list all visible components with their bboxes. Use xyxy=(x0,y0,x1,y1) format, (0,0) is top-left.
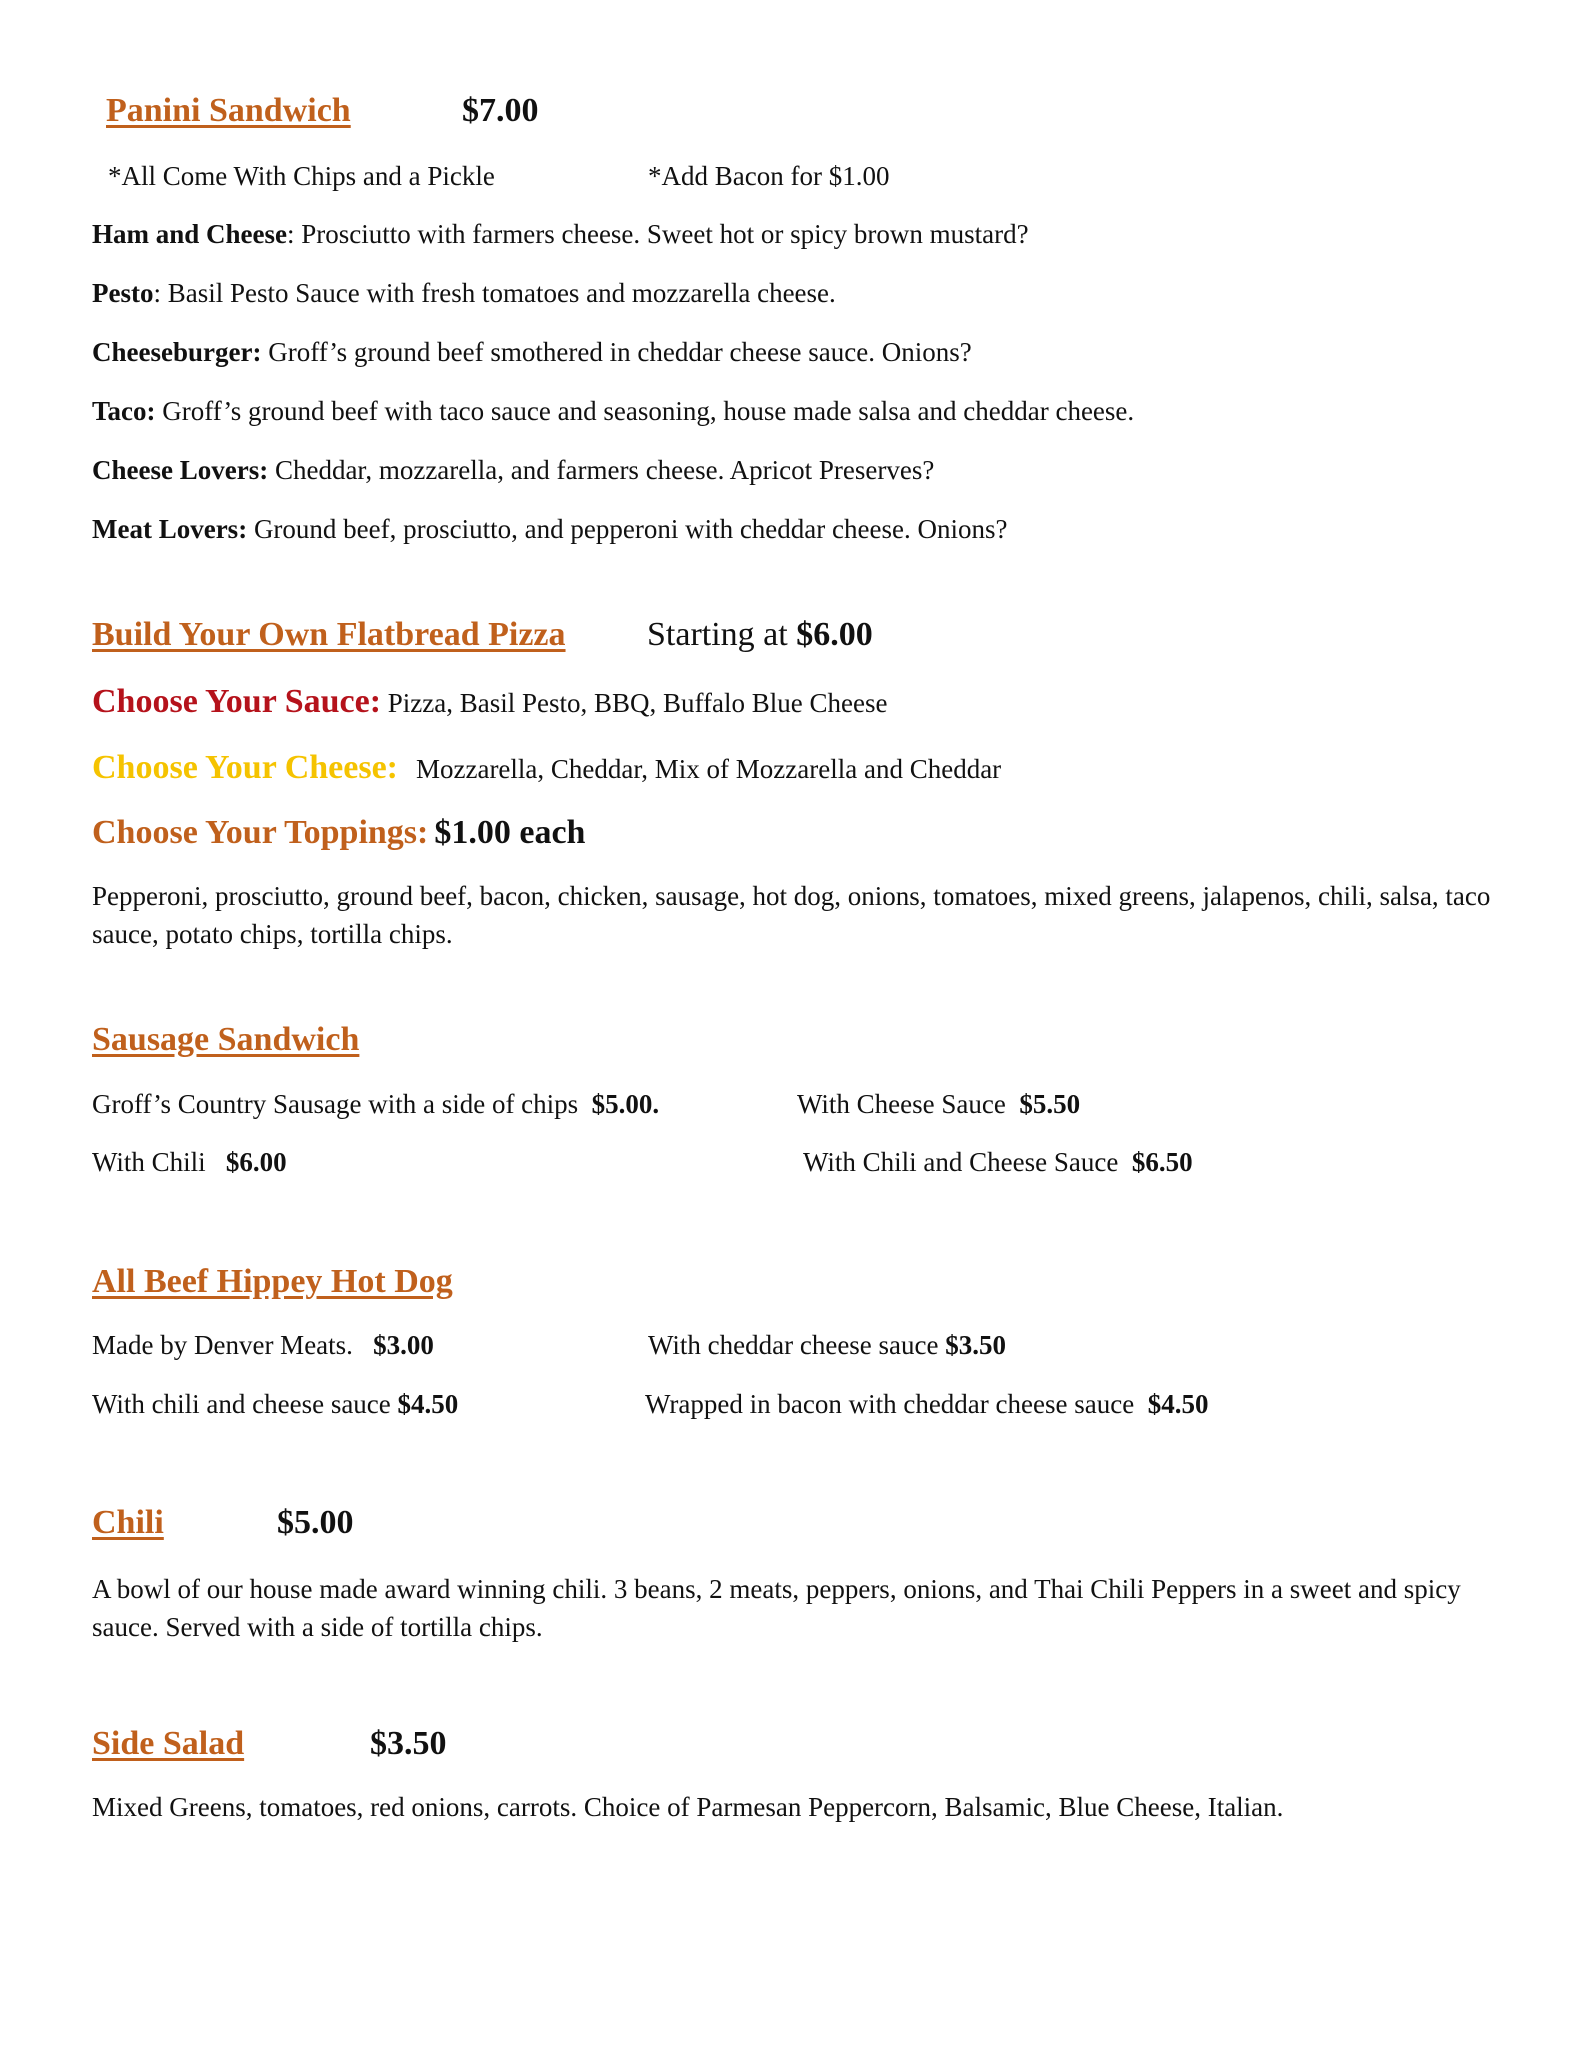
hotdog-base-price: $3.00 xyxy=(373,1330,434,1360)
cheese-options: Mozzarella, Cheddar, Mix of Mozzarella and Cheddar xyxy=(415,754,1002,784)
panini-title: Panini Sandwich xyxy=(106,92,351,129)
item-desc: Groff’s ground beef smothered in cheddar cheese sauce. Onions? xyxy=(261,337,972,367)
hotdog-cheese-price: $3.50 xyxy=(945,1330,1007,1360)
cheese-label: Choose Your Cheese: xyxy=(92,749,398,786)
salad-price: $3.50 xyxy=(370,1725,447,1762)
hotdog-bacon-text: Wrapped in bacon with cheddar cheese sauce xyxy=(645,1389,1135,1419)
hotdog-bacon xyxy=(645,1387,1208,1421)
hotdog-bacon-price: $4.50 xyxy=(1147,1389,1209,1419)
sausage-cheese-text: With Cheese Sauce xyxy=(797,1089,1006,1119)
sausage-chili-cheese xyxy=(803,1145,1193,1179)
item-desc: Cheddar, mozzarella, and farmers cheese. Apricot Preserves? xyxy=(268,455,935,485)
panini-item xyxy=(92,512,1007,546)
toppings-price: $1.00 each xyxy=(434,814,586,851)
sausage-chili-text: With Chili xyxy=(92,1147,206,1177)
sausage-chili xyxy=(92,1145,287,1179)
item-name: Cheeseburger: xyxy=(92,337,262,367)
sausage-chili-cheese-price: $6.50 xyxy=(1131,1147,1193,1177)
flatbread-price-value: $6.00 xyxy=(796,616,873,653)
hotdog-chili-cheese xyxy=(92,1387,458,1421)
panini-item xyxy=(92,453,934,487)
sauce-row xyxy=(92,682,887,723)
panini-chips-note: *All Come With Chips and a Pickle xyxy=(108,161,495,191)
cheese-row xyxy=(92,748,1001,789)
chili-title: Chili xyxy=(92,1504,164,1541)
panini-item xyxy=(92,217,1029,251)
panini-price: $7.00 xyxy=(462,92,539,129)
salad-title: Side Salad xyxy=(92,1725,245,1762)
sausage-cheese-price: $5.50 xyxy=(1019,1089,1081,1119)
item-desc: Prosciutto with farmers cheese. Sweet hot or spicy brown mustard? xyxy=(294,219,1029,249)
item-name: Ham and Cheese xyxy=(92,219,287,249)
sausage-title: Sausage Sandwich xyxy=(92,1021,360,1058)
sausage-chili-price: $6.00 xyxy=(225,1147,287,1177)
item-desc: Groff’s ground beef with taco sauce and seasoning, house made salsa and cheddar cheese. xyxy=(155,396,1135,426)
salad-desc: Mixed Greens, tomatoes, red onions, carrots. Choice of Parmesan Peppercorn, Balsamic, Blue Cheese, Italian. xyxy=(92,1792,1284,1822)
item-name: Pesto xyxy=(92,278,154,308)
hotdog-cheese xyxy=(648,1328,1006,1362)
toppings-label: Choose Your Toppings: xyxy=(92,814,429,851)
item-name: Cheese Lovers: xyxy=(92,455,269,485)
sausage-base-text: Groff’s Country Sausage with a side of chips xyxy=(92,1089,579,1119)
hotdog-title: All Beef Hippey Hot Dog xyxy=(92,1263,453,1300)
panini-item xyxy=(92,276,836,310)
item-name: Meat Lovers: xyxy=(92,514,248,544)
toppings-row xyxy=(92,813,585,854)
panini-bacon-note: *Add Bacon for $1.00 xyxy=(648,161,890,191)
toppings-list: Pepperoni, prosciutto, ground beef, bacon, chicken, sausage, hot dog, onions, tomatoes, mixed greens, jalapenos, chili, salsa, taco sauce, potato chips, tortilla chips. xyxy=(92,881,1491,949)
hotdog-cheese-text: With cheddar cheese sauce xyxy=(648,1330,946,1360)
sauce-options: Pizza, Basil Pesto, BBQ, Buffalo Blue Cheese xyxy=(381,688,888,718)
sausage-chili-cheese-text: With Chili and Cheese Sauce xyxy=(803,1147,1119,1177)
panini-item xyxy=(92,335,972,369)
flatbread-price xyxy=(647,616,873,654)
chili-desc: A bowl of our house made award winning chili. 3 beans, 2 meats, peppers, onions, and Thai Chili Peppers in a sweet and spicy sauce. Served with a side of tortilla chips. xyxy=(92,1574,1461,1642)
flatbread-title: Build Your Own Flatbread Pizza xyxy=(92,616,566,653)
item-name: Taco: xyxy=(92,396,156,426)
item-sep: : xyxy=(153,278,161,308)
sausage-base xyxy=(92,1087,659,1121)
panini-item xyxy=(92,394,1134,428)
sauce-label: Choose Your Sauce: xyxy=(92,683,382,720)
hotdog-base xyxy=(92,1328,434,1362)
hotdog-chili-cheese-text: With chili and cheese sauce xyxy=(92,1389,398,1419)
item-sep: : xyxy=(287,219,295,249)
sausage-base-price: $5.00. xyxy=(591,1089,660,1119)
flatbread-price-prefix: Starting at xyxy=(647,616,797,653)
sausage-cheese xyxy=(797,1087,1080,1121)
hotdog-chili-cheese-price: $4.50 xyxy=(397,1389,459,1419)
chili-price: $5.00 xyxy=(277,1504,354,1541)
item-desc: Basil Pesto Sauce with fresh tomatoes and mozzarella cheese. xyxy=(161,278,836,308)
item-desc: Ground beef, prosciutto, and pepperoni with cheddar cheese. Onions? xyxy=(247,514,1008,544)
hotdog-base-text: Made by Denver Meats. xyxy=(92,1330,353,1360)
